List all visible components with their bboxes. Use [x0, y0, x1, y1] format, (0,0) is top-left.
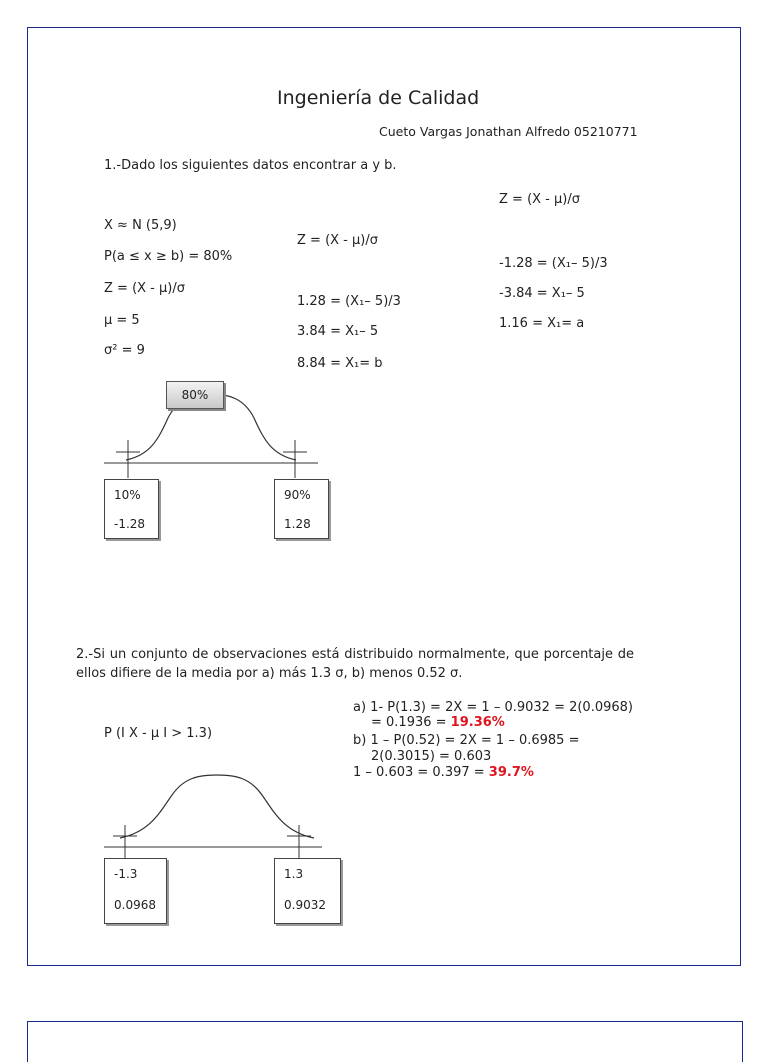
left-tail-z-2: -1.3 — [114, 867, 138, 881]
next-page-edge — [27, 1021, 743, 1062]
right-tail-z: 1.28 — [284, 517, 311, 531]
page-title: Ingeniería de Calidad — [277, 87, 480, 109]
step-line: 3.84 = X₁– 5 — [297, 324, 379, 339]
answer-b-line1: b) 1 – P(0.52) = 2X = 1 – 0.6985 = — [353, 733, 580, 748]
formula-col3: Z = (X - μ)/σ — [499, 192, 580, 207]
formula-col2: Z = (X - μ)/σ — [297, 233, 378, 248]
answer-b-line2: 2(0.3015) = 0.603 — [371, 749, 492, 764]
answer-a-line1: a) 1- P(1.3) = 2X = 1 – 0.9032 = 2(0.0968) — [353, 700, 633, 715]
left-tail-prob-2: 0.0968 — [114, 898, 156, 912]
answer-c-result: 39.7% — [488, 765, 534, 780]
problem1-statement: 1.-Dado los siguientes datos encontrar a y b. — [104, 158, 397, 173]
step-line: 1.28 = (X₁– 5)/3 — [297, 294, 401, 309]
step-line: -1.28 = (X₁– 5)/3 — [499, 256, 608, 271]
given-line: X ≈ N (5,9) — [104, 218, 177, 233]
center-area-label: 80% — [166, 381, 224, 409]
problem2-statement: 2.-Si un conjunto de observaciones está distribuido normalmente, que porcentaje de ellos difiere de la media por a) más 1.3 σ, b) menos 0.52 σ. — [76, 647, 634, 681]
step-line: 8.84 = X₁= b — [297, 356, 383, 371]
answer-a-result: 19.36% — [450, 715, 505, 730]
left-tail-percent: 10% — [114, 488, 141, 502]
answer-a-text: = 0.1936 = — [371, 715, 451, 730]
right-tail-z-2: 1.3 — [284, 867, 304, 881]
problem2-probability: P (I X - μ I > 1.3) — [104, 726, 213, 741]
given-line: μ = 5 — [104, 313, 140, 328]
step-line: 1.16 = X₁= a — [499, 316, 585, 331]
right-tail-box-2 — [274, 858, 341, 924]
answer-c-text: 1 – 0.603 = 0.397 = — [353, 765, 489, 780]
left-tail-z: -1.28 — [114, 517, 146, 531]
given-line: Z = (X - μ)/σ — [104, 281, 185, 296]
right-tail-percent: 90% — [284, 488, 311, 502]
given-line: P(a ≤ x ≥ b) = 80% — [104, 249, 233, 264]
author-line: Cueto Vargas Jonathan Alfredo 05210771 — [379, 124, 638, 139]
given-line: σ² = 9 — [104, 343, 145, 358]
step-line: -3.84 = X₁– 5 — [499, 286, 585, 301]
left-tail-box-2 — [104, 858, 167, 924]
right-tail-prob-2: 0.9032 — [284, 898, 326, 912]
